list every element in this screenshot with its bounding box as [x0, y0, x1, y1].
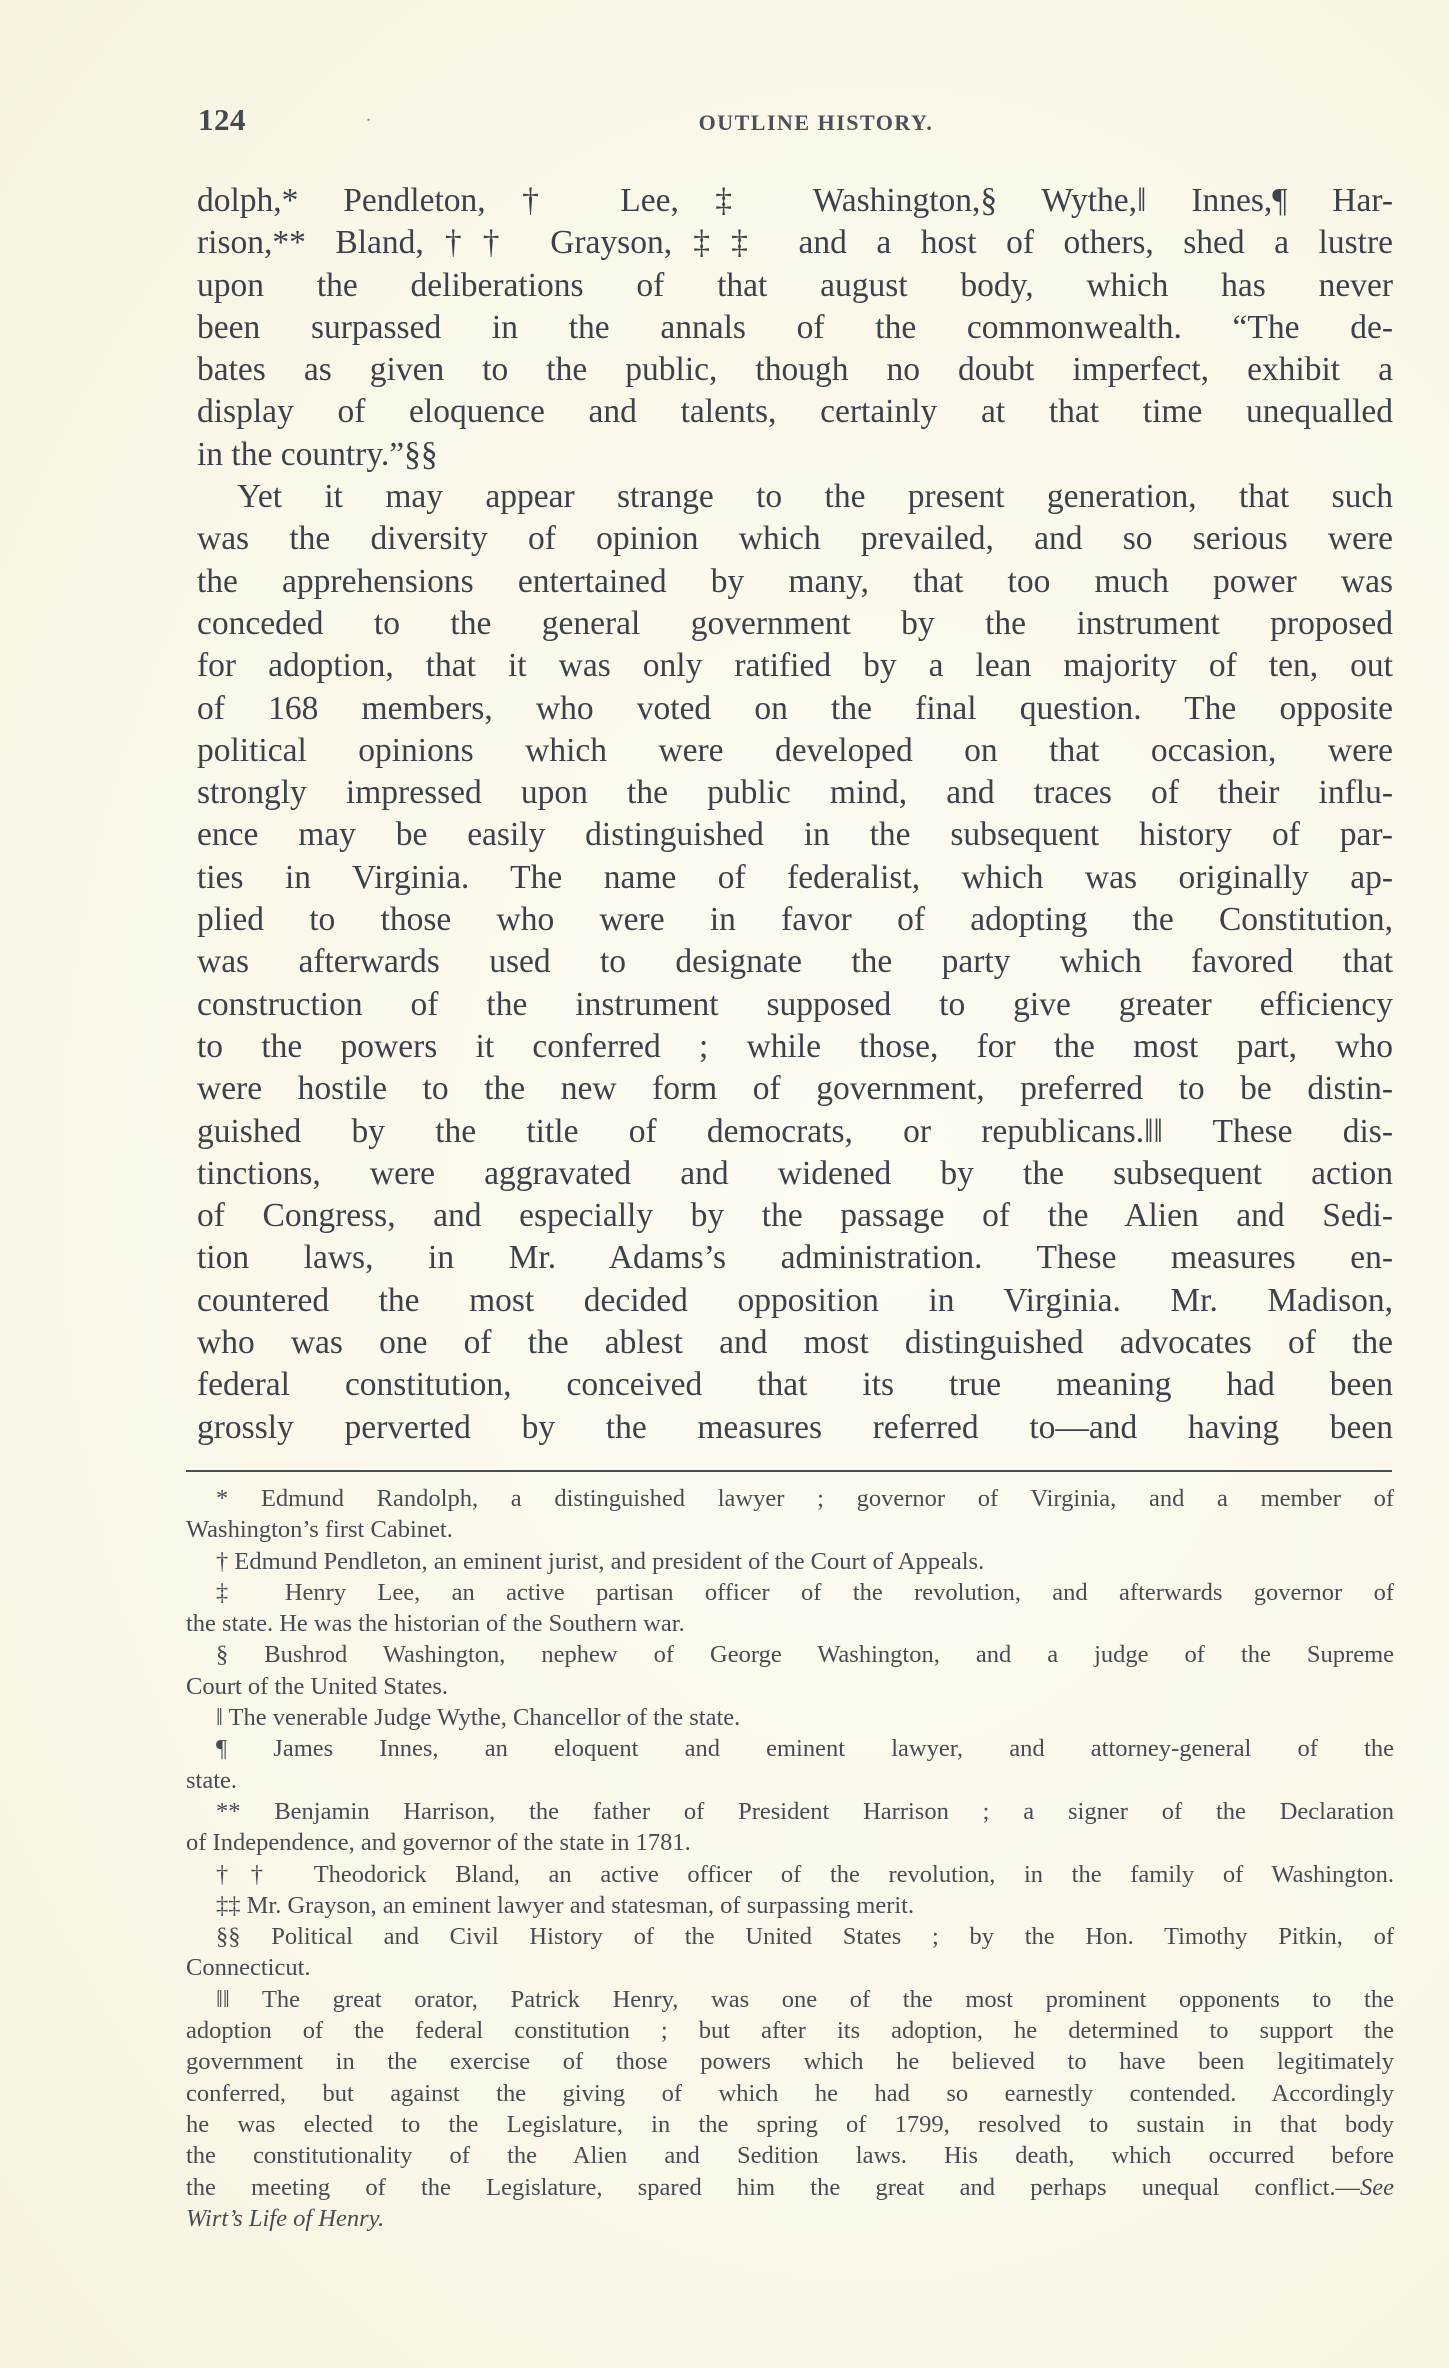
footnote-line-text: †† Theodorick Bland, an active officer of the revolution, in the family of Washington. — [216, 1860, 1394, 1888]
body-line-text: strongly impressed upon the public mind, and traces of their influ- — [197, 774, 1393, 812]
footnote-line-text: he was elected to the Legislature, in the spring of 1799, resolved to sustain in that body — [186, 2110, 1394, 2138]
body-line-text: bates as given to the public, though no doubt imperfect, exhibit a — [197, 351, 1393, 389]
body-line-text: political opinions which were developed on that occasion, were — [197, 731, 1393, 769]
footnote-line — [186, 1890, 1394, 1921]
footnote-line-text: † Edmund Pendleton, an eminent jurist, and president of the Court of Appeals. — [216, 1547, 985, 1575]
body-line — [197, 645, 1393, 687]
body-line-text: of 168 members, who voted on the final question. The opposite — [197, 689, 1393, 727]
body-line-text: who was one of the ablest and most distinguished advocates of the — [197, 1324, 1393, 1362]
footnote-line-text: the state. He was the historian of the Southern war. — [186, 1610, 685, 1638]
footnote-line — [186, 2078, 1394, 2109]
footnote-line-text: government in the exercise of those powers which he believed to have been legitimately — [186, 2048, 1394, 2076]
body-line — [197, 1111, 1393, 1153]
body-line-text: display of eloquence and talents, certainly at that time unequalled — [197, 393, 1393, 431]
body-line-text: Yet it may appear strange to the present generation, that such — [237, 478, 1393, 516]
body-line — [197, 518, 1393, 560]
body-line-text: the apprehensions entertained by many, that too much power was — [197, 562, 1393, 600]
footnote-line — [186, 1733, 1394, 1764]
footnote-line — [186, 2015, 1394, 2046]
body-line — [197, 730, 1393, 772]
body-line-text: been surpassed in the annals of the commonwealth. “The de- — [197, 308, 1393, 346]
footnote-line — [186, 2203, 1394, 2234]
body-line-text: dolph,* Pendleton,† Lee,‡ Washington,§ Wythe,‖ Innes,¶ Har- — [197, 182, 1393, 219]
body-line — [197, 1026, 1393, 1068]
body-line — [197, 899, 1393, 941]
footnote-line — [186, 2172, 1394, 2203]
footnote-line — [186, 1577, 1394, 1608]
footnote-line — [186, 1639, 1394, 1670]
body-line-text: of Congress, and especially by the passage of the Alien and Sedi- — [197, 1197, 1393, 1235]
footnote-line — [186, 1984, 1394, 2015]
body-line-text: federal constitution, conceived that its true meaning had been — [197, 1366, 1393, 1404]
footnote-line-text: ‖ The venerable Judge Wythe, Chancellor of the state. — [216, 1704, 741, 1732]
body-line — [197, 603, 1393, 645]
footnote-line-text: adoption of the federal constitution ; but after its adoption, he determined to support the — [186, 2017, 1394, 2045]
footnote-line-text: ‡ Henry Lee, an active partisan officer of the revolution, and afterwards governor of — [216, 1578, 1394, 1606]
footnote-line-text: ‡‡ Mr. Grayson, an eminent lawyer and statesman, of surpassing merit. — [216, 1891, 915, 1919]
footnote-line-text: state. — [186, 1766, 238, 1794]
body-line — [197, 434, 1393, 476]
footnote-line — [186, 1921, 1394, 1952]
footnote-line — [186, 1796, 1394, 1827]
footnote-line-text: §§ Political and Civil History of the United States ; by the Hon. Timothy Pitkin, of — [216, 1923, 1394, 1951]
body-line-text: was the diversity of opinion which prevailed, and so serious were — [197, 520, 1393, 558]
body-line — [197, 1407, 1393, 1449]
body-line-text: construction of the instrument supposed to give greater efficiency — [197, 985, 1393, 1023]
body-line — [197, 941, 1393, 983]
running-head — [198, 98, 1394, 142]
footnote-line — [186, 1702, 1394, 1733]
body-line — [197, 1237, 1393, 1279]
footnote-line — [186, 2109, 1394, 2140]
footnote-line-text: conferred, but against the giving of which he had so earnestly contended. Accordingly — [186, 2079, 1394, 2107]
footnote-line — [186, 1671, 1394, 1702]
body-line — [197, 561, 1393, 603]
body-line — [197, 772, 1393, 814]
body-line — [197, 1153, 1393, 1195]
footnote-line-text: the meeting of the Legislature, spared him the great and perhaps unequal conflict.— — [186, 2173, 1360, 2201]
footnote-citation-see: See — [1360, 2173, 1394, 2201]
footnote-line — [186, 1514, 1394, 1545]
footnote-line-text: * Edmund Randolph, a distinguished lawyer ; governor of Virginia, and a member of — [216, 1485, 1394, 1512]
body-line — [197, 1280, 1393, 1322]
footnote-line — [186, 1952, 1394, 1983]
footnote-line — [186, 1546, 1394, 1577]
footnote-line — [186, 2140, 1394, 2171]
footnote-line — [186, 1765, 1394, 1796]
body-line-text: in the country.”§§ — [197, 435, 438, 473]
body-line — [197, 222, 1393, 264]
body-line — [197, 814, 1393, 856]
body-line — [197, 1068, 1393, 1110]
body-line — [197, 476, 1393, 518]
body-line — [197, 307, 1393, 349]
footnote-line-text: Connecticut. — [186, 1954, 311, 1982]
running-head-dot: . — [366, 104, 371, 126]
footnote-line-text: ** Benjamin Harrison, the father of President Harrison ; a signer of the Declaration — [216, 1797, 1394, 1825]
footnote-line-text: Court of the United States. — [186, 1672, 448, 1700]
body-line-text: tion laws, in Mr. Adams’s administration. These measures en- — [197, 1239, 1393, 1277]
body-line — [197, 265, 1393, 307]
footnote-line-text: § Bushrod Washington, nephew of George Washington, and a judge of the Supreme — [216, 1641, 1394, 1669]
body-line-text: upon the deliberations of that august body, which has never — [197, 266, 1393, 304]
footnote-citation-title: Wirt’s Life of Henry. — [186, 2204, 385, 2232]
footnote-line — [186, 1827, 1394, 1858]
footnote-line-text: of Independence, and governor of the state in 1781. — [186, 1829, 691, 1857]
body-line — [197, 688, 1393, 730]
body-line — [197, 984, 1393, 1026]
running-head-title: OUTLINE HISTORY. — [698, 110, 934, 135]
body-line-text: ence may be easily distinguished in the subsequent history of par- — [197, 816, 1393, 854]
body-line-text: ties in Virginia. The name of federalist, which was originally ap- — [197, 858, 1393, 896]
body-line-text: countered the most decided opposition in Virginia. Mr. Madison, — [197, 1281, 1393, 1319]
footnote-line-text: Washington’s first Cabinet. — [186, 1516, 453, 1544]
page-number: 124 — [198, 102, 246, 137]
footnote-line-text: ¶ James Innes, an eloquent and eminent lawyer, and attorney-general of the — [216, 1735, 1394, 1763]
body-line — [197, 857, 1393, 899]
body-line — [197, 391, 1393, 433]
footnote-line — [186, 2046, 1394, 2077]
body-line-text: for adoption, that it was only ratified by a lean majority of ten, out — [197, 647, 1393, 685]
footnote-line-text: the constitutionality of the Alien and Sedition laws. His death, which occurred before — [186, 2142, 1394, 2170]
body-line-text: tinctions, were aggravated and widened by the subsequent action — [197, 1154, 1393, 1192]
body-line — [197, 180, 1393, 222]
footnote-line — [186, 1859, 1394, 1890]
footnotes — [186, 1483, 1394, 2234]
body-line-text: plied to those who were in favor of adopting the Constitution, — [197, 901, 1393, 939]
body-line — [197, 349, 1393, 391]
body-line-text: conceded to the general government by the instrument proposed — [197, 604, 1393, 642]
body-line-text: was afterwards used to designate the party which favored that — [197, 943, 1393, 981]
body-text — [197, 180, 1393, 1449]
body-line-text: were hostile to the new form of government, preferred to be distin- — [197, 1070, 1393, 1108]
body-line — [197, 1322, 1393, 1364]
body-line — [197, 1195, 1393, 1237]
footnote-rule — [186, 1470, 1392, 1472]
footnote-line — [186, 1608, 1394, 1639]
body-line-text: to the powers it conferred ; while those, for the most part, who — [197, 1027, 1393, 1065]
body-line-text: rison,** Bland,†† Grayson,‡‡ and a host of others, shed a lustre — [197, 224, 1393, 262]
footnote-line-text: ‖‖ The great orator, Patrick Henry, was one of the most prominent opponents to the — [216, 1985, 1394, 2013]
body-line — [197, 1364, 1393, 1406]
body-line-text: guished by the title of democrats, or republicans.‖‖ These dis- — [197, 1112, 1393, 1150]
body-line-text: grossly perverted by the measures referred to—and having been — [197, 1408, 1393, 1446]
footnote-line — [186, 1483, 1394, 1514]
